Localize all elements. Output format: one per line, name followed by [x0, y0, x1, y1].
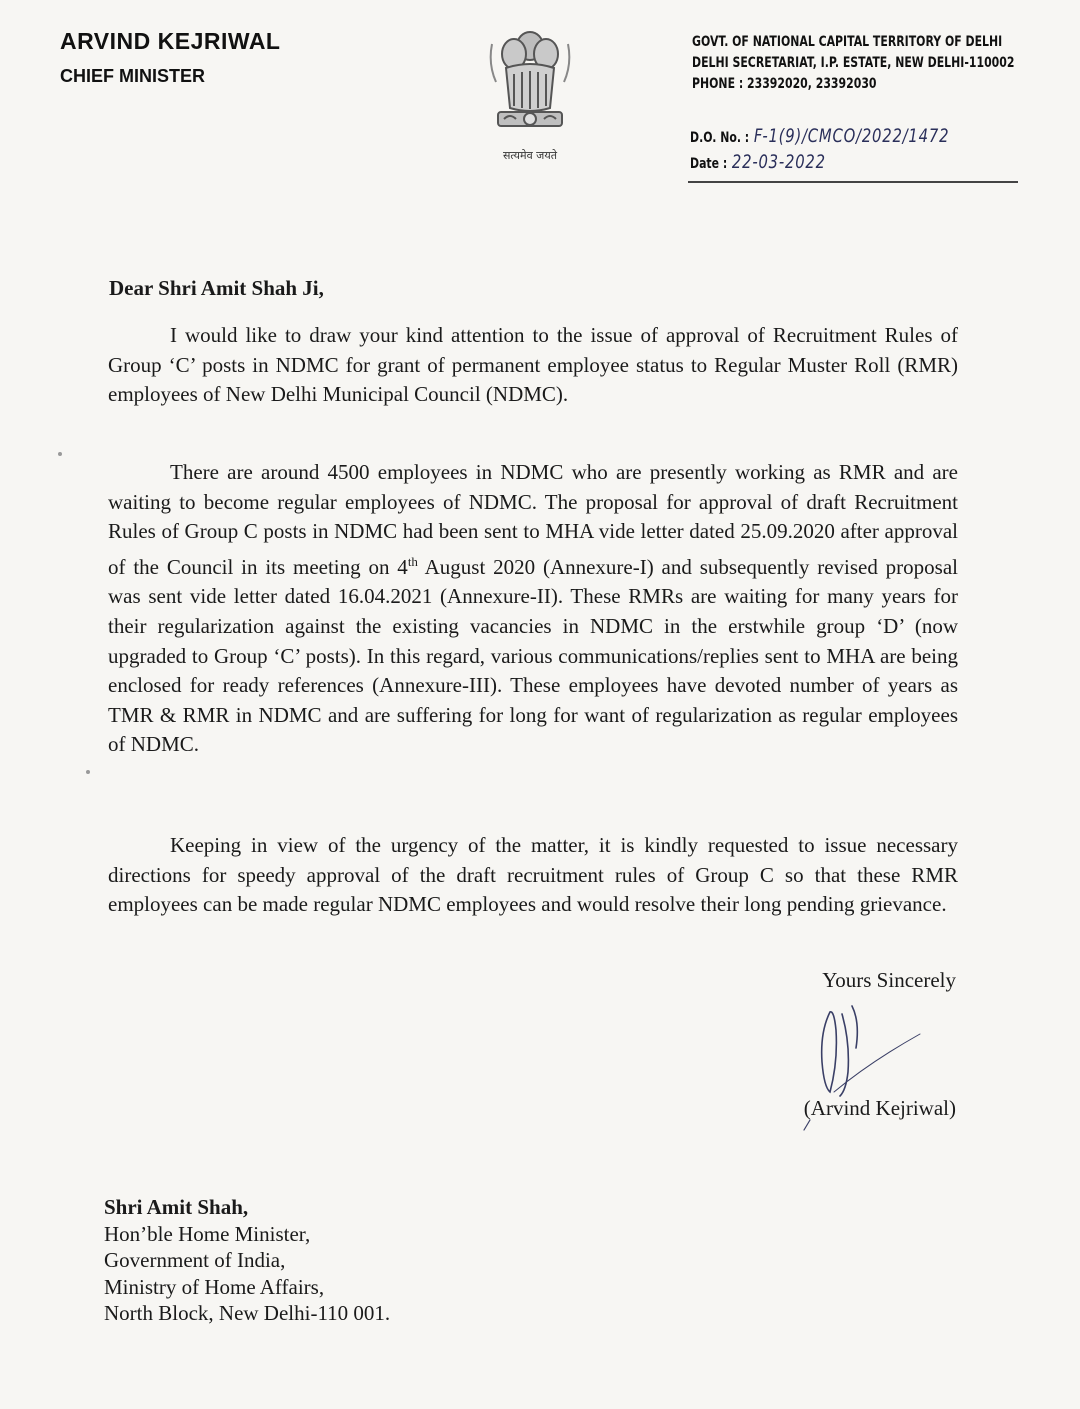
salutation: Dear Shri Amit Shah Ji, [109, 276, 324, 300]
addressee-line: Government of India, [104, 1248, 286, 1272]
office-line: PHONE : 23392020, 23392030 [692, 76, 877, 92]
paragraph-text: There are around 4500 employees in NDMC who are presently working as RMR and are waiting to become regular employees of NDMC. The proposal for approval of draft Recruitment Rules of Group C posts in NDMC had been sent to MHA vide letter dated 25.09.2020 after approval of the Council in its meeting on 4 [108, 460, 958, 579]
paragraph [108, 458, 958, 760]
paragraph: I would like to draw your kind attention to the issue of approval of Recruitment Rules of Group ‘C’ posts in NDMC for grant of permanent employee status to Regular Muster Roll (RMR) employees of New Delhi Municipal Council (NDMC). [108, 323, 958, 407]
office-line: GOVT. OF NATIONAL CAPITAL TERRITORY OF DELHI [692, 34, 1003, 50]
reference-underline [688, 181, 1018, 183]
addressee-line: Hon’ble Home Minister, [104, 1221, 311, 1246]
paragraph: Keeping in view of the urgency of the matter, it is kindly requested to issue necessary directions for speedy approval of the draft recruitment rules of Group C so that these RMR employees can be made regular NDMC employees and would resolve their long pending grievance. [108, 833, 958, 917]
date-label: Date : [690, 156, 728, 172]
emblem-motto: सत्यमेव जयते [502, 149, 557, 162]
date-value: 22-03-2022 [731, 151, 826, 173]
sender-name: ARVIND KEJRIWAL [60, 28, 281, 54]
reference-block [690, 124, 949, 176]
do-number-label: D.O. No. : [690, 130, 750, 146]
closing: Yours Sincerely [822, 968, 956, 992]
scan-speck [58, 452, 62, 456]
date-row [690, 150, 949, 176]
paragraph-text: August 2020 (Annexure-I) and subsequently revised proposal was sent vide letter dated 16.04.2021 (Annexure-II). These RMRs are waiting for many years for their regularization against the existing vacancies in NDMC in the erstwhile group ‘D’ (now upgraded to Group ‘C’ posts). In this regard, various communications/replies sent to MHA are being enclosed for ready references (Annexure-III). These employees have devoted number of years as TMR & RMR in NDMC and are suffering for long for want of regularization as regular employees of NDMC. [108, 554, 958, 757]
addressee-line: Ministry of Home Affairs, [104, 1274, 325, 1299]
signatory-name: (Arvind Kejriwal) [803, 1096, 956, 1120]
scan-speck [86, 770, 90, 774]
office-line: DELHI SECRETARIAT, I.P. ESTATE, NEW DELHI-110002 [692, 55, 1015, 71]
do-number-value: F-1(9)/CMCO/2022/1472 [753, 125, 950, 147]
addressee-block [104, 1194, 390, 1327]
addressee-line: North Block, New Delhi-110 001. [104, 1301, 391, 1325]
ordinal-suffix: th [407, 553, 418, 569]
office-address [692, 32, 1014, 95]
do-number-row [690, 124, 949, 150]
sender-title: CHIEF MINISTER [60, 66, 206, 86]
addressee-name: Shri Amit Shah, [104, 1195, 249, 1219]
